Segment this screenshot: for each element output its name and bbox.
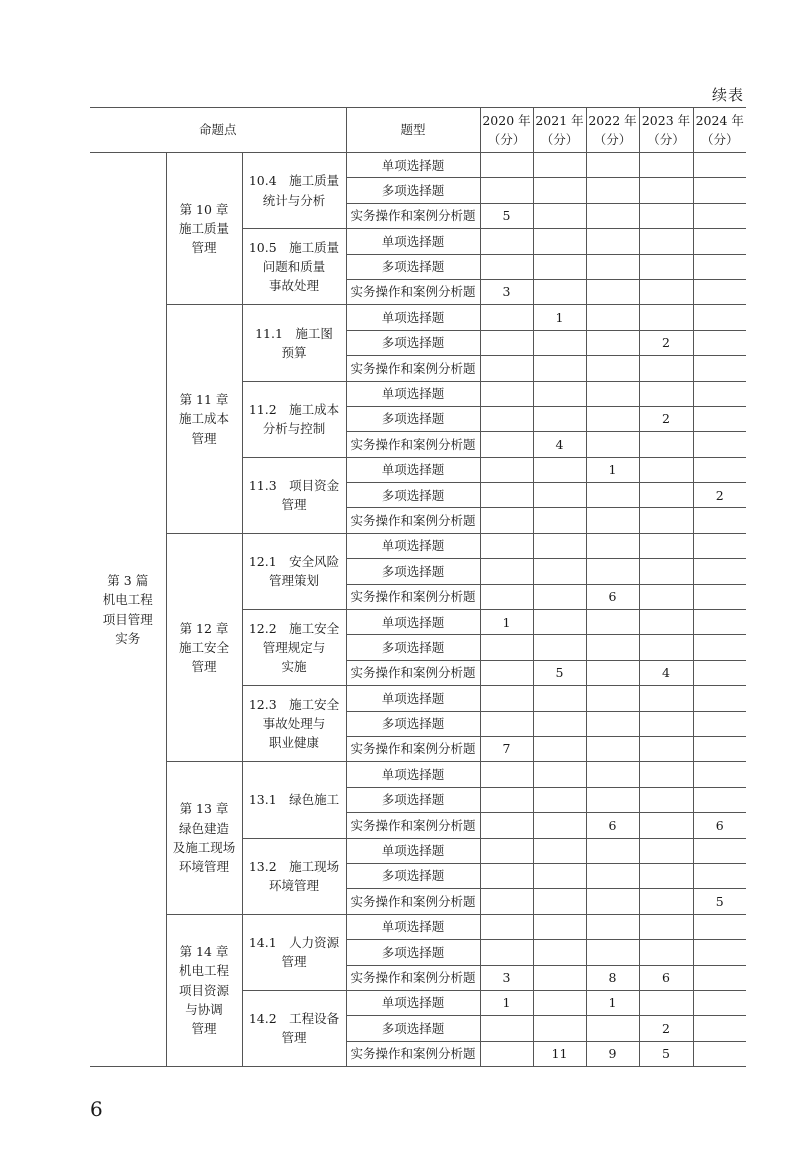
score-cell: [533, 483, 586, 508]
score-cell: [586, 762, 639, 787]
score-cell: [639, 483, 693, 508]
score-cell: [693, 229, 746, 254]
score-cell: [639, 432, 693, 457]
header-year-2021: 2021 年 （分）: [533, 108, 586, 153]
score-cell: [693, 940, 746, 965]
chapter-cell: 第 13 章 绿色建造 及施工现场 环境管理: [166, 762, 242, 914]
header-year-2023: 2023 年 （分）: [639, 108, 693, 153]
score-cell: [639, 787, 693, 812]
score-cell: 1: [586, 457, 639, 482]
score-cell: [533, 736, 586, 761]
score-cell: [693, 610, 746, 635]
score-cell: [586, 863, 639, 888]
question-type-cell: 实务操作和案例分析题: [346, 813, 480, 838]
question-type-cell: 多项选择题: [346, 787, 480, 812]
score-cell: [480, 229, 533, 254]
question-type-cell: 实务操作和案例分析题: [346, 584, 480, 609]
table-body: [90, 153, 746, 1067]
score-cell: [533, 279, 586, 304]
score-cell: [586, 305, 639, 330]
score-cell: [693, 203, 746, 228]
score-cell: [639, 279, 693, 304]
score-cell: 8: [586, 965, 639, 990]
score-cell: 11: [533, 1041, 586, 1066]
section-cell: 12.3 施工安全 事故处理与 职业健康: [242, 686, 346, 762]
score-cell: 5: [480, 203, 533, 228]
score-cell: [533, 610, 586, 635]
score-cell: [533, 914, 586, 939]
score-cell: [533, 508, 586, 533]
score-cell: [586, 508, 639, 533]
score-cell: [586, 736, 639, 761]
score-cell: [480, 356, 533, 381]
score-cell: [693, 863, 746, 888]
score-cell: [533, 787, 586, 812]
score-cell: [480, 1041, 533, 1066]
score-cell: [533, 178, 586, 203]
score-cell: [693, 1016, 746, 1041]
score-cell: [586, 381, 639, 406]
score-cell: [533, 762, 586, 787]
score-cell: [586, 838, 639, 863]
score-cell: [693, 533, 746, 558]
score-cell: [480, 813, 533, 838]
score-cell: [639, 990, 693, 1015]
question-type-cell: 单项选择题: [346, 990, 480, 1015]
score-cell: [693, 686, 746, 711]
score-cell: [480, 863, 533, 888]
score-cell: [639, 254, 693, 279]
score-cell: [639, 838, 693, 863]
header-topic: 命题点: [90, 108, 346, 153]
table-row: [90, 305, 746, 330]
score-cell: 4: [533, 432, 586, 457]
score-cell: [480, 914, 533, 939]
question-type-cell: 多项选择题: [346, 863, 480, 888]
score-cell: [693, 711, 746, 736]
question-type-cell: 多项选择题: [346, 711, 480, 736]
score-cell: [480, 635, 533, 660]
score-cell: [586, 356, 639, 381]
question-type-cell: 实务操作和案例分析题: [346, 432, 480, 457]
page-number: 6: [90, 1097, 103, 1121]
score-cell: [639, 457, 693, 482]
question-type-cell: 实务操作和案例分析题: [346, 356, 480, 381]
score-cell: 7: [480, 736, 533, 761]
score-cell: [586, 406, 639, 431]
score-cell: [533, 406, 586, 431]
score-cell: [533, 990, 586, 1015]
table-row: [90, 914, 746, 939]
score-cell: [586, 254, 639, 279]
score-cell: [533, 381, 586, 406]
score-cell: 6: [586, 813, 639, 838]
score-cell: 3: [480, 965, 533, 990]
score-cell: [586, 559, 639, 584]
score-cell: [693, 305, 746, 330]
score-cell: [480, 254, 533, 279]
score-cell: [533, 889, 586, 914]
section-cell: 13.1 绿色施工: [242, 762, 346, 838]
table-row: [90, 762, 746, 787]
score-cell: [639, 153, 693, 178]
score-cell: [480, 660, 533, 685]
score-cell: [586, 1016, 639, 1041]
score-cell: [533, 863, 586, 888]
score-cell: [586, 635, 639, 660]
score-cell: [480, 483, 533, 508]
section-cell: 12.1 安全风险 管理策划: [242, 533, 346, 609]
score-cell: [693, 330, 746, 355]
score-cell: [693, 990, 746, 1015]
score-cell: [639, 889, 693, 914]
score-cell: [639, 914, 693, 939]
question-type-cell: 单项选择题: [346, 305, 480, 330]
score-cell: [480, 889, 533, 914]
score-cell: 5: [693, 889, 746, 914]
score-cell: [533, 584, 586, 609]
score-cell: [586, 787, 639, 812]
score-cell: [533, 813, 586, 838]
score-cell: [693, 406, 746, 431]
score-cell: [693, 432, 746, 457]
question-type-cell: 单项选择题: [346, 610, 480, 635]
score-cell: [586, 153, 639, 178]
score-cell: [533, 457, 586, 482]
table-row: [90, 153, 746, 178]
score-cell: [586, 229, 639, 254]
question-type-cell: 多项选择题: [346, 406, 480, 431]
question-type-cell: 单项选择题: [346, 762, 480, 787]
section-cell: 10.4 施工质量 统计与分析: [242, 153, 346, 229]
score-cell: [586, 711, 639, 736]
score-cell: [693, 279, 746, 304]
question-type-cell: 单项选择题: [346, 838, 480, 863]
score-cell: [639, 813, 693, 838]
score-cell: [586, 940, 639, 965]
score-cell: [480, 432, 533, 457]
score-cell: [480, 381, 533, 406]
table-row: [90, 533, 746, 558]
score-cell: [533, 356, 586, 381]
score-cell: [480, 787, 533, 812]
score-cell: [693, 559, 746, 584]
question-type-cell: 实务操作和案例分析题: [346, 736, 480, 761]
question-type-cell: 单项选择题: [346, 533, 480, 558]
score-cell: [639, 610, 693, 635]
score-cell: [693, 508, 746, 533]
score-cell: [639, 940, 693, 965]
score-cell: [693, 153, 746, 178]
score-cell: [693, 584, 746, 609]
score-cell: [586, 914, 639, 939]
question-type-cell: 单项选择题: [346, 457, 480, 482]
part-cell: 第 3 篇 机电工程 项目管理 实务: [90, 153, 166, 1067]
score-cell: [533, 203, 586, 228]
question-type-cell: 多项选择题: [346, 483, 480, 508]
score-cell: [533, 965, 586, 990]
score-cell: [533, 635, 586, 660]
question-type-cell: 多项选择题: [346, 178, 480, 203]
score-cell: [639, 305, 693, 330]
score-cell: [480, 1016, 533, 1041]
score-cell: 5: [639, 1041, 693, 1066]
question-type-cell: 单项选择题: [346, 229, 480, 254]
score-cell: [693, 1041, 746, 1066]
question-type-cell: 单项选择题: [346, 153, 480, 178]
question-type-cell: 单项选择题: [346, 914, 480, 939]
score-cell: [639, 635, 693, 660]
question-type-cell: 单项选择题: [346, 686, 480, 711]
score-cell: [693, 965, 746, 990]
score-cell: 9: [586, 1041, 639, 1066]
score-cell: [639, 356, 693, 381]
score-cell: [533, 559, 586, 584]
score-cell: [533, 838, 586, 863]
score-cell: [639, 686, 693, 711]
score-cell: [533, 940, 586, 965]
table-header-row: [90, 108, 746, 153]
score-cell: [533, 1016, 586, 1041]
score-cell: 1: [586, 990, 639, 1015]
score-cell: [480, 559, 533, 584]
question-type-cell: 实务操作和案例分析题: [346, 203, 480, 228]
chapter-cell: 第 12 章 施工安全 管理: [166, 533, 242, 762]
question-type-cell: 多项选择题: [346, 1016, 480, 1041]
score-cell: [533, 254, 586, 279]
score-cell: [639, 559, 693, 584]
score-cell: [586, 203, 639, 228]
score-cell: [586, 483, 639, 508]
score-cell: [639, 508, 693, 533]
score-cell: [639, 203, 693, 228]
score-cell: [586, 330, 639, 355]
score-cell: 1: [533, 305, 586, 330]
score-cell: [639, 736, 693, 761]
section-cell: 14.1 人力资源 管理: [242, 914, 346, 990]
score-cell: 6: [693, 813, 746, 838]
score-cell: [639, 711, 693, 736]
score-cell: [480, 584, 533, 609]
question-type-cell: 实务操作和案例分析题: [346, 279, 480, 304]
score-cell: [693, 762, 746, 787]
section-cell: 11.3 项目资金 管理: [242, 457, 346, 533]
score-cell: 3: [480, 279, 533, 304]
score-cell: [586, 686, 639, 711]
section-cell: 13.2 施工现场 环境管理: [242, 838, 346, 914]
score-cell: 6: [639, 965, 693, 990]
question-type-cell: 多项选择题: [346, 559, 480, 584]
question-type-cell: 实务操作和案例分析题: [346, 660, 480, 685]
score-cell: [480, 838, 533, 863]
question-type-cell: 多项选择题: [346, 330, 480, 355]
question-type-cell: 多项选择题: [346, 940, 480, 965]
score-cell: 2: [639, 1016, 693, 1041]
score-cell: [639, 178, 693, 203]
score-cell: [480, 533, 533, 558]
section-cell: 12.2 施工安全 管理规定与 实施: [242, 610, 346, 686]
question-type-cell: 实务操作和案例分析题: [346, 965, 480, 990]
score-cell: [639, 584, 693, 609]
chapter-cell: 第 11 章 施工成本 管理: [166, 305, 242, 534]
score-cell: [533, 229, 586, 254]
question-type-cell: 实务操作和案例分析题: [346, 508, 480, 533]
score-cell: [586, 660, 639, 685]
score-cell: [639, 229, 693, 254]
score-cell: [693, 736, 746, 761]
score-cell: [639, 533, 693, 558]
score-cell: [693, 635, 746, 660]
score-cell: [480, 762, 533, 787]
section-cell: 10.5 施工质量 问题和质量 事故处理: [242, 229, 346, 305]
score-cell: [693, 660, 746, 685]
score-cell: 1: [480, 990, 533, 1015]
score-cell: [586, 432, 639, 457]
score-cell: [586, 178, 639, 203]
score-cell: [693, 381, 746, 406]
score-cell: 4: [639, 660, 693, 685]
score-cell: [639, 863, 693, 888]
score-cell: 2: [693, 483, 746, 508]
score-cell: [533, 711, 586, 736]
score-cell: [586, 279, 639, 304]
header-year-2024: 2024 年 （分）: [693, 108, 746, 153]
question-type-cell: 实务操作和案例分析题: [346, 1041, 480, 1066]
score-cell: [480, 508, 533, 533]
question-type-cell: 多项选择题: [346, 254, 480, 279]
score-cell: [693, 254, 746, 279]
score-cell: [480, 153, 533, 178]
score-cell: [586, 610, 639, 635]
score-cell: [480, 178, 533, 203]
score-cell: [480, 305, 533, 330]
score-cell: [480, 406, 533, 431]
score-cell: [533, 686, 586, 711]
score-cell: [693, 178, 746, 203]
score-cell: [693, 838, 746, 863]
question-type-cell: 多项选择题: [346, 635, 480, 660]
exam-statistics-table: [90, 107, 746, 1067]
score-cell: [480, 686, 533, 711]
continued-label: 续表: [711, 86, 744, 104]
score-cell: [693, 356, 746, 381]
score-cell: [480, 711, 533, 736]
score-cell: [533, 153, 586, 178]
score-cell: [586, 533, 639, 558]
section-cell: 11.2 施工成本 分析与控制: [242, 381, 346, 457]
score-cell: [693, 914, 746, 939]
score-cell: [480, 940, 533, 965]
score-cell: 5: [533, 660, 586, 685]
score-cell: [533, 330, 586, 355]
score-cell: 2: [639, 406, 693, 431]
section-cell: 11.1 施工图 预算: [242, 305, 346, 381]
question-type-cell: 实务操作和案例分析题: [346, 889, 480, 914]
section-cell: 14.2 工程设备 管理: [242, 990, 346, 1066]
question-type-cell: 单项选择题: [346, 381, 480, 406]
score-cell: 2: [639, 330, 693, 355]
chapter-cell: 第 10 章 施工质量 管理: [166, 153, 242, 305]
score-cell: [480, 457, 533, 482]
score-cell: 1: [480, 610, 533, 635]
score-cell: [693, 457, 746, 482]
score-cell: [639, 762, 693, 787]
score-cell: 6: [586, 584, 639, 609]
score-cell: [533, 533, 586, 558]
score-cell: [480, 330, 533, 355]
header-year-2020: 2020 年 （分）: [480, 108, 533, 153]
score-cell: [693, 787, 746, 812]
header-year-2022: 2022 年 （分）: [586, 108, 639, 153]
header-question-type: 题型: [346, 108, 480, 153]
chapter-cell: 第 14 章 机电工程 项目资源 与协调 管理: [166, 914, 242, 1066]
score-cell: [639, 381, 693, 406]
score-cell: [586, 889, 639, 914]
